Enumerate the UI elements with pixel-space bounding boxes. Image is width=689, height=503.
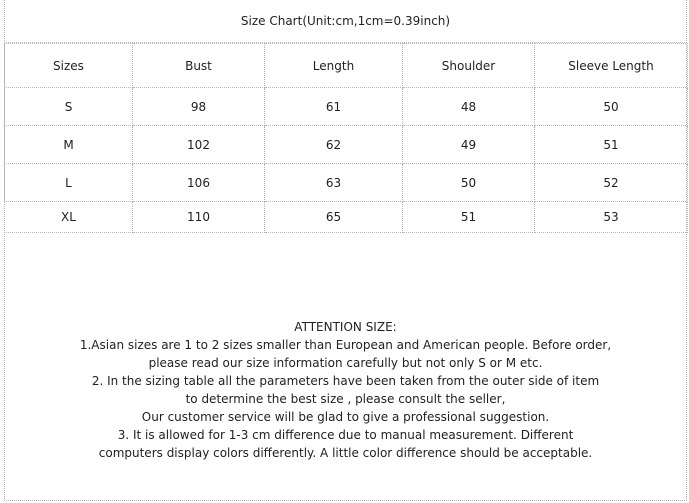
- table-cell: 51: [403, 202, 535, 233]
- table-cell: S: [5, 88, 133, 126]
- notes-line: to determine the best size , please consult the seller,: [185, 392, 506, 406]
- table-cell: 50: [535, 88, 688, 126]
- header-cell-bust: Bust: [133, 44, 265, 88]
- notes-line: Our customer service will be glad to give a professional suggestion.: [141, 410, 550, 424]
- notes-heading: ATTENTION SIZE:: [294, 320, 397, 334]
- table-cell: 98: [133, 88, 265, 126]
- size-chart-title: Size Chart(Unit:cm,1cm=0.39inch): [4, 0, 687, 43]
- table-header-row: [5, 44, 688, 88]
- table-cell: 48: [403, 88, 535, 126]
- header-cell-shoulder: Shoulder: [403, 44, 535, 88]
- table-cell: 106: [133, 164, 265, 202]
- table-cell: 63: [265, 164, 403, 202]
- table-cell: 52: [535, 164, 688, 202]
- table-cell: XL: [5, 202, 133, 233]
- table-cell: 110: [133, 202, 265, 233]
- notes-line: computers display colors differently. A little color difference should be acceptable.: [98, 446, 593, 460]
- table-cell: 61: [265, 88, 403, 126]
- table-cell: M: [5, 126, 133, 164]
- table-row: [5, 164, 688, 202]
- header-cell-sizes: Sizes: [5, 44, 133, 88]
- table-cell: 53: [535, 202, 688, 233]
- table-cell: 50: [403, 164, 535, 202]
- table-row: [5, 88, 688, 126]
- table-cell: 102: [133, 126, 265, 164]
- notes-line: 3. It is allowed for 1-3 cm difference due to manual measurement. Different: [117, 428, 574, 442]
- attention-notes: [4, 318, 687, 462]
- header-cell-sleeve-length: Sleeve Length: [535, 44, 688, 88]
- table-cell: 62: [265, 126, 403, 164]
- table-row: [5, 202, 688, 233]
- notes-line: 1.Asian sizes are 1 to 2 sizes smaller than European and American people. Before order,: [79, 338, 612, 352]
- size-table: [4, 43, 688, 233]
- table-cell: 65: [265, 202, 403, 233]
- table-cell: L: [5, 164, 133, 202]
- header-cell-length: Length: [265, 44, 403, 88]
- notes-line: 2. In the sizing table all the parameters have been taken from the outer side of item: [91, 374, 600, 388]
- table-cell: 49: [403, 126, 535, 164]
- table-cell: 51: [535, 126, 688, 164]
- table-row: [5, 126, 688, 164]
- notes-line: please read our size information carefully but not only S or M etc.: [148, 356, 543, 370]
